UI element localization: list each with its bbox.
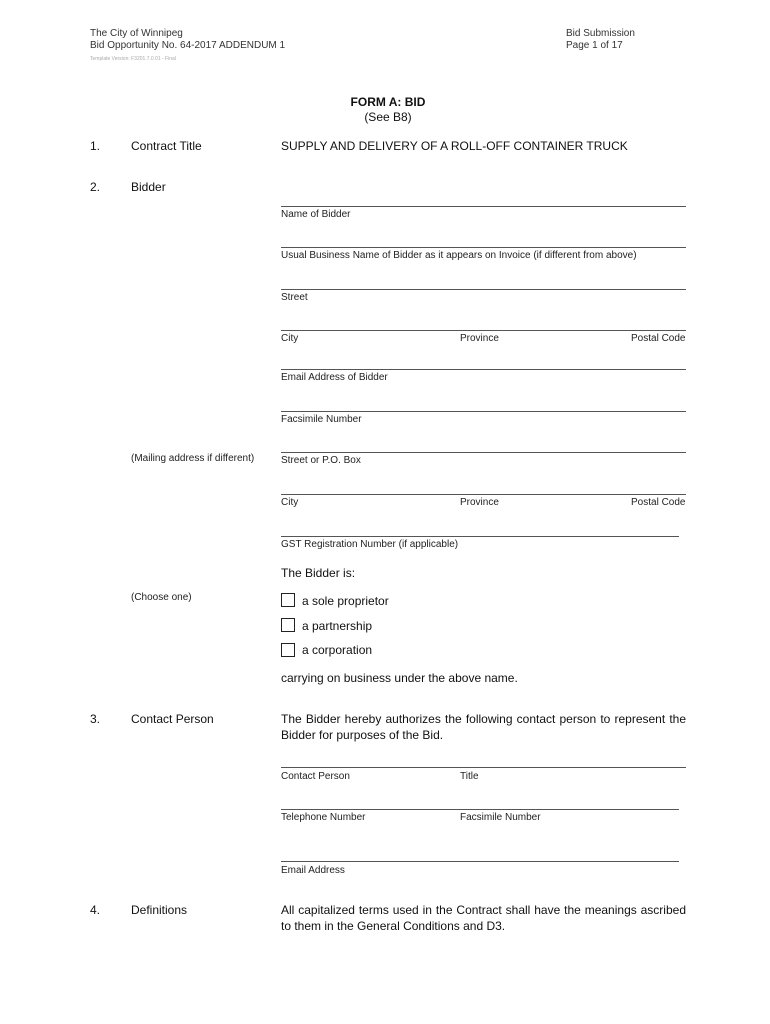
mailing-postal-code-label: Postal Code [631,497,686,508]
telephone-number-label: Telephone Number [281,812,366,823]
bidder-is-heading: The Bidder is: [281,566,356,580]
email-field[interactable] [281,369,686,370]
definitions-text: All capitalized terms used in the Contract shall have the meanings ascribed to them in the General Conditions and D3. [281,903,686,933]
corporation-label: a corporation [302,643,373,657]
contract-title-value: SUPPLY AND DELIVERY OF A ROLL-OFF CONTAINER TRUCK [281,139,628,153]
fax-label: Facsimile Number [281,414,362,425]
section-4-label: Definitions [131,903,188,917]
fax-field[interactable] [281,411,686,412]
contact-email-field[interactable] [281,861,679,862]
mailing-address-note: (Mailing address if different) [131,453,255,464]
section-2-label: Bidder [131,180,166,194]
section-1-number: 1. [90,139,101,153]
section-3-label: Contact Person [131,712,214,726]
carrying-on-business-text: carrying on business under the above name. [281,671,518,685]
header-page-number: Page 1 of 17 [566,40,623,51]
sole-proprietor-checkbox[interactable] [281,593,295,607]
city-label: City [281,333,299,344]
name-of-bidder-label: Name of Bidder [281,209,351,220]
province-label: Province [460,333,499,344]
header-city: The City of Winnipeg [90,28,183,39]
contact-person-label: Contact Person [281,771,350,782]
street-field[interactable] [281,289,686,290]
section-1-label: Contract Title [131,139,202,153]
email-label: Email Address of Bidder [281,372,388,383]
mailing-province-label: Province [460,497,499,508]
sole-proprietor-label: a sole proprietor [302,594,389,608]
form-subtitle: (See B8) [364,110,412,124]
contact-person-title-field[interactable] [281,767,686,768]
header-bid-submission: Bid Submission [566,28,635,39]
partnership-checkbox[interactable] [281,618,295,632]
contact-person-authorization-text: The Bidder hereby authorizes the following contact person to represent the Bidder for purposes of the Bid. [281,712,686,742]
contact-email-label: Email Address [281,865,345,876]
contact-fax-label: Facsimile Number [460,812,541,823]
street-label: Street [281,292,308,303]
section-2-number: 2. [90,180,101,194]
mailing-city-province-postal-field[interactable] [281,494,686,495]
name-of-bidder-field[interactable] [281,206,686,207]
gst-label: GST Registration Number (if applicable) [281,539,459,550]
street-po-box-label: Street or P.O. Box [281,455,361,466]
header-bid-opportunity: Bid Opportunity No. 64-2017 ADDENDUM 1 [90,40,286,51]
form-title: FORM A: BID [350,95,426,109]
city-province-postal-field[interactable] [281,330,686,331]
usual-business-name-label: Usual Business Name of Bidder as it appears on Invoice (if different from above) [281,250,637,261]
gst-field[interactable] [281,536,679,537]
telephone-fax-field[interactable] [281,809,679,810]
choose-one-note: (Choose one) [131,592,192,603]
mailing-city-label: City [281,497,299,508]
postal-code-label: Postal Code [631,333,686,344]
usual-business-name-field[interactable] [281,247,686,248]
partnership-label: a partnership [302,619,373,633]
corporation-checkbox[interactable] [281,643,295,657]
section-4-number: 4. [90,903,101,917]
contact-title-label: Title [460,771,479,782]
section-3-number: 3. [90,712,101,726]
street-po-box-field[interactable] [281,452,686,453]
header-template-version: Template Version: F3201.7.0.01 - Final [90,56,176,62]
